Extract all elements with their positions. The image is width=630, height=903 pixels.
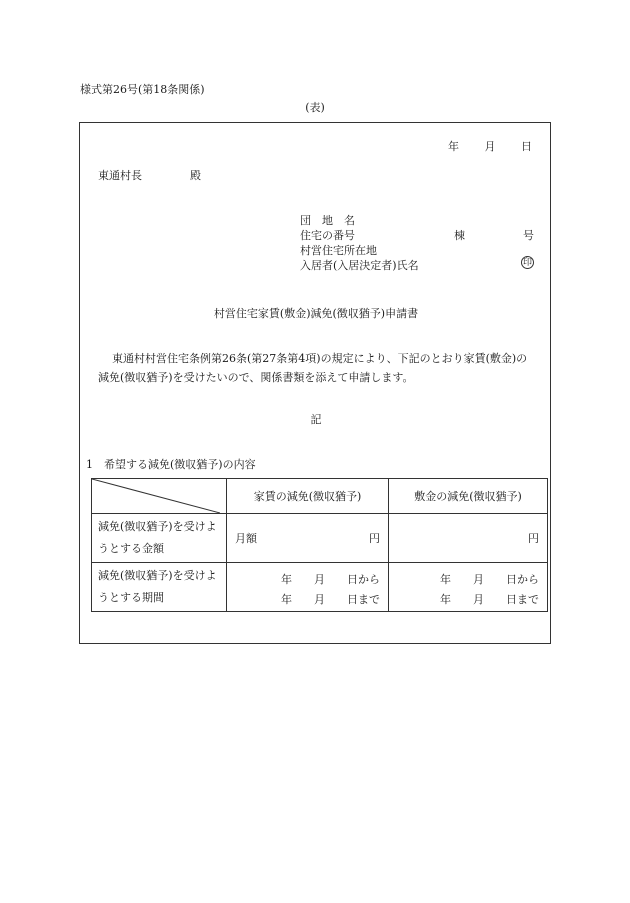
danchi-label: 団 地 名 <box>300 214 355 227</box>
deposit-period-from <box>440 571 539 587</box>
from-label: 日から <box>347 573 380 586</box>
deposit-yen: 円 <box>528 532 539 545</box>
deposit-period-until <box>440 591 539 607</box>
row-amount-label: 減免(徴収猶予)を受けようとする金額 <box>92 514 227 563</box>
rent-amount-cell[interactable] <box>227 514 389 563</box>
deposit-amount-cell[interactable] <box>389 514 548 563</box>
section-title: 1 希望する減免(徴収猶予)の内容 <box>86 458 256 471</box>
diagonal-line <box>92 479 220 513</box>
rent-period-until <box>281 591 380 607</box>
document-title: 村営住宅家賃(敷金)減免(徴収猶予)申請書 <box>213 307 419 320</box>
date-year: 年 <box>448 140 459 153</box>
addressee-name: 東通村長 <box>98 169 142 182</box>
shozai-label: 村営住宅所在地 <box>300 244 377 257</box>
until-label: 日まで <box>347 593 380 606</box>
row-period-label: 減免(徴収猶予)を受けようとする期間 <box>92 563 227 612</box>
diagonal-header-cell <box>92 479 227 514</box>
header-rent: 家賃の減免(徴収猶予) <box>227 479 389 514</box>
to-label: 棟 <box>454 229 465 242</box>
ki-heading: 記 <box>310 413 322 426</box>
go-label: 号 <box>523 229 534 242</box>
month-label: 月 <box>473 573 484 586</box>
addressee-honorific: 殿 <box>190 169 201 182</box>
seal-icon: 印 <box>522 258 532 268</box>
month-label: 月 <box>314 593 325 606</box>
amount-prefix: 月額 <box>235 532 257 545</box>
date-day: 日 <box>521 140 532 153</box>
body-text: 東通村村営住宅条例第26条(第27条第4項)の規定により、下記のとおり家賃(敷金)の減免(徴収猶予)を受けたいので、関係書類を添えて申請します。 <box>98 352 528 384</box>
month-label: 月 <box>314 573 325 586</box>
side-label: (表) <box>305 101 325 114</box>
month-label: 月 <box>473 593 484 606</box>
header-deposit: 敷金の減免(徴収猶予) <box>389 479 548 514</box>
year-label: 年 <box>440 593 451 606</box>
date-month: 月 <box>484 140 496 153</box>
jutaku-label: 住宅の番号 <box>300 229 355 242</box>
form-frame <box>79 122 551 644</box>
deposit-period-cell[interactable] <box>389 563 548 612</box>
rent-period-from <box>281 571 380 587</box>
detail-table <box>91 478 548 612</box>
form-number: 様式第26号(第18条関係) <box>80 83 205 96</box>
rent-yen: 円 <box>369 532 380 545</box>
year-label: 年 <box>281 593 292 606</box>
from-label: 日から <box>506 573 539 586</box>
rent-period-cell[interactable] <box>227 563 389 612</box>
name-label: 入居者(入居決定者)氏名 <box>300 259 419 272</box>
until-label: 日まで <box>506 593 539 606</box>
year-label: 年 <box>281 573 292 586</box>
year-label: 年 <box>440 573 451 586</box>
date-line <box>448 138 532 154</box>
addressee <box>98 167 201 183</box>
